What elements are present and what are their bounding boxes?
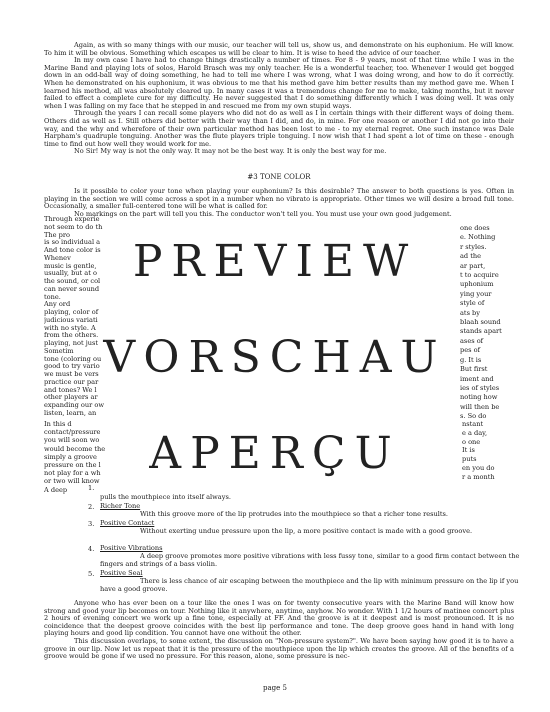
text-fragment: noting how	[460, 393, 498, 402]
text-fragment: not seem to do th	[44, 223, 103, 231]
list-item-text: There is less chance of air escaping between the mouthpiece and the lip with minimum pressure on the lip if you have a good groove.	[100, 576, 519, 593]
paragraph: Through the years I can recall some players who did not do as well as I in certain things with their different ways of doing them. Others did as well as I. Still others did better with their way than I did, and do, in mine. For one reason or another I did not go into their way, and the why and wherefore of their own particular method has been lost to me - to my eternal regret. One such instance was Dale Harpham's quadruple tonguing. Another was the flute players triple tonguing. I now wish that I had spent a lot of time on these - enough time to find out how well they would work for me.	[44, 109, 514, 148]
list-item-text: Without exerting undue pressure upon the lip, a more positive contact is made with a good groove.	[140, 526, 473, 535]
watermark-vorschau: VORSCHAU	[103, 332, 447, 383]
text-fragment: But first	[460, 365, 488, 374]
text-fragment: one does	[460, 224, 490, 232]
closing-section	[44, 600, 514, 661]
text-fragment: stands apart	[460, 327, 502, 336]
text-fragment: would become the	[44, 444, 106, 453]
list-item-title: Richer Tone	[100, 502, 141, 510]
text-fragment: Whenev	[44, 254, 71, 262]
text-fragment: is so individual a	[44, 239, 101, 247]
text-fragment: we must be vers	[44, 371, 99, 378]
paragraph: No Sir! My way is not the only way. It may not be the best way. It is only the best way for me.	[74, 147, 387, 156]
text-fragment: from the others.	[44, 332, 99, 340]
text-fragment: simply a groove	[44, 452, 97, 461]
list-item-title: Positive Vibrations	[100, 544, 163, 552]
text-fragment: music is gentle,	[44, 262, 97, 270]
text-fragment: and tones? We l	[44, 386, 97, 394]
text-fragment: uphonium	[460, 280, 494, 289]
paragraph: This discussion overlaps, to some extent, the discussion on "Non-pressure system?". We have been saying how good it is to have a groove in our lip. Now let us repeat that it is the pressure of the mouthpiece upon the lip which creates the groove. All of the benefits of a groove would be gone if we used no pressure. For this reason, alone, some pressure is nec-	[44, 636, 514, 661]
text-fragment: will then be	[460, 402, 500, 411]
text-fragment: the sound, or col	[44, 278, 101, 285]
text-fragment: listen, learn, an	[44, 409, 97, 417]
text-fragment: Through experie	[44, 216, 100, 223]
text-fragment: with no style. A	[44, 324, 96, 332]
text-fragment: style of	[460, 299, 485, 308]
text-fragment: usually, but at o	[44, 270, 97, 278]
text-fragment: playing, color of	[44, 309, 99, 316]
text-fragment: en you do	[462, 463, 495, 472]
text-fragment: ies of styles	[460, 383, 500, 392]
text-fragment: can never sound	[44, 285, 100, 293]
watermark-preview: PREVIEW	[132, 236, 418, 287]
text-fragment: tone.	[44, 293, 61, 301]
text-fragment: playing, not just	[44, 340, 99, 347]
text-fragment: judicious variati	[44, 316, 98, 324]
section-title: #3 TONE COLOR	[247, 173, 311, 181]
list-number: 5.	[88, 570, 95, 578]
text-fragment: iment and	[460, 374, 494, 383]
text-fragment: It is	[462, 446, 475, 455]
text-fragment: not play for a wh	[44, 469, 101, 478]
text-fragment: Sometim	[44, 347, 74, 355]
text-fragment: pressure on the l	[44, 461, 101, 470]
paragraph: No markings on the part will tell you this. The conductor won't tell you. You must use your own good judgement.	[74, 209, 452, 218]
text-fragment: Any ord	[44, 301, 71, 309]
list-item-title: Positive Contact	[100, 519, 155, 527]
text-fragment: A deep	[44, 485, 68, 494]
lower-left-fragments	[44, 420, 114, 494]
paragraph: Anyone who has ever been on a tour like the ones I was on for twenty consecutive years with the Marine Band will know how strong and good your lip becomes on tour. Nothing like it anywhere, anytime, anyhow. No wonder. With 1 1/2 hours of matinee concert plus 2 hours of evening concert we work up a fine tone, especially at FF. And the groove is at it deepest and is most pronounced. It is no coincidence that the deepest groove coincides with the best lip performance and tone. The deep groove goes hand in hand with long playing hours and good lip condition. You cannot have one without the other.	[44, 599, 514, 638]
list-number: 4.	[88, 545, 95, 553]
list-item-3	[100, 520, 520, 536]
text-fragment: ar part,	[460, 261, 486, 270]
paragraph: In my own case I have had to change things drastically a number of times. For 8 - 9 years, most of that time while I was in the Marine Band and playing lots of solos, Harold Brasch was my only teacher. He is a wonderful teacher, too. Whenever I would get bogged down in an odd-ball way of doing something, he had to tell me where I was wrong, what I was doing wrong, and how to do it correctly. When he demonstrated on his euphonium, it was obvious to me that his method gave him better results than my method gave me. When I learned his method, all was absolutely cleared up. In many cases it was a tremendous change for me to make, taking months, but it never failed to effect a complete cure for my difficulty. He never suggested that I do something differently which I was doing well. It was only when I was falling on my face that he stepped in and rescued me from my own stupid ways.	[44, 56, 514, 110]
list-item-title: Positive Seal	[100, 569, 143, 577]
list-number: 1.	[88, 484, 95, 492]
text-fragment: puts	[462, 455, 477, 464]
list-item-2	[100, 503, 520, 519]
text-fragment: good to try vario	[44, 363, 100, 371]
text-fragment: contact/pressure	[44, 428, 101, 437]
list-item-text: A deep groove promotes more positive vibrations with less fussy tone, similar to a good firm contact between the fingers and strings of a bass violin.	[100, 551, 520, 568]
page-number: page 5	[263, 684, 287, 692]
text-fragment: other players ar	[44, 394, 98, 402]
text-fragment: ying your	[460, 289, 492, 298]
list-number: 2.	[88, 503, 95, 511]
text-fragment: e a day,	[462, 428, 488, 437]
list-item-4	[100, 545, 520, 568]
list-number: 3.	[88, 520, 95, 528]
text-fragment: r styles.	[460, 242, 487, 251]
list-item-1: pulls the mouthpiece into itself always.	[100, 493, 231, 501]
text-fragment: blaah sound	[460, 318, 501, 327]
text-fragment: practice our par	[44, 378, 99, 386]
text-fragment: t to acquire	[460, 271, 499, 280]
text-fragment: r a month	[462, 472, 495, 481]
text-fragment: o one	[462, 437, 481, 446]
paragraph: Is it possible to color your tone when playing your euphonium? Is this desirable? The answer to both questions is yes. Often in playing in the section we will come across a spot in a number when no vibrato is appropriate. Other times we will desire a broad full tone. Occasionally, a smaller full-centered tone will be what is called for.	[44, 187, 514, 211]
intro-section	[44, 42, 514, 156]
paragraph: Again, as with so many things with our music, our teacher will tell us, show us, and demonstrate on his euphonium. He will know. To him it will be obvious. Something which escapes us will be clear to him. It is wise to heed the advice of our teacher.	[44, 41, 514, 57]
text-fragment: pes of	[460, 346, 481, 355]
text-fragment: In this d	[44, 420, 72, 428]
text-fragment: And tone color is	[44, 247, 101, 254]
list-item-5	[100, 570, 520, 593]
text-fragment: nstant	[462, 420, 484, 428]
tone-intro	[44, 188, 514, 218]
watermark-apercu: APERÇU	[149, 428, 401, 479]
text-fragment: expanding our ow	[44, 402, 104, 409]
text-fragment: ad the	[460, 252, 482, 261]
text-fragment: tone (coloring ou	[44, 355, 102, 363]
text-fragment: s. So do	[460, 412, 487, 421]
text-fragment: ats by	[460, 308, 481, 317]
text-fragment: e. Nothing	[460, 233, 496, 242]
lower-right-fragments	[462, 420, 532, 482]
text-fragment: The pro	[44, 231, 70, 239]
text-fragment: you will soon wo	[44, 436, 100, 445]
text-fragment: ases of	[460, 336, 484, 345]
text-fragment: g. It is	[460, 355, 482, 364]
text-fragment: or two will know	[44, 477, 100, 486]
list-item-text: With this groove more of the lip protrudes into the mouthpiece so that a richer tone results.	[140, 509, 449, 518]
